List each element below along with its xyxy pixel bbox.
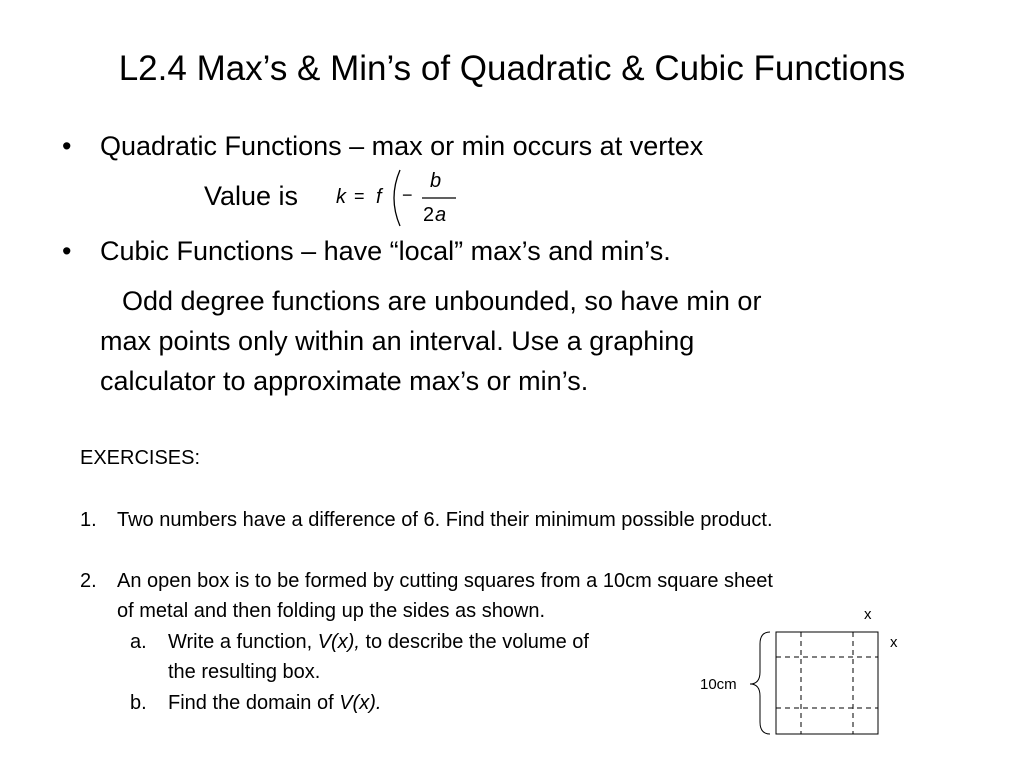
vertex-formula <box>330 166 480 230</box>
cut-size-right-label: x <box>890 634 898 651</box>
exercise-2-line-2: of metal and then folding up the sides as shown. <box>117 600 546 622</box>
bullet-marker: • <box>62 236 72 266</box>
cubic-paragraph-line-3: calculator to approximate max’s or min’s. <box>100 366 589 396</box>
exercise-2-number: 2. <box>80 570 97 592</box>
bullet-quadratic-text: Quadratic Functions – max or min occurs at vertex <box>100 131 704 161</box>
cut-size-top-label: x <box>864 606 872 623</box>
exercise-2a-text-before: Write a function, <box>168 631 318 653</box>
exercises-heading: EXERCISES: <box>80 447 201 469</box>
cubic-paragraph-line-2: max points only within an interval. Use a graphing <box>100 326 695 356</box>
exercise-2-line-1: An open box is to be formed by cutting squares from a 10cm square sheet <box>117 570 773 592</box>
exercise-2a-text <box>168 628 589 656</box>
formula-equals: = <box>354 186 365 206</box>
exercise-2b-text-before: Find the domain of <box>168 692 340 714</box>
bullet-marker: • <box>62 131 72 161</box>
slide-title: L2.4 Max’s & Min’s of Quadratic & Cubic Functions <box>118 49 906 88</box>
exercise-1-text: Two numbers have a difference of 6. Find their minimum possible product. <box>117 509 773 531</box>
exercise-2b-italic: V(x). <box>339 692 382 714</box>
exercise-2a-continuation: the resulting box. <box>168 661 321 683</box>
value-is-label: Value is <box>204 181 299 211</box>
side-brace <box>750 632 770 734</box>
exercise-1-number: 1. <box>80 509 97 531</box>
metal-sheet <box>776 632 878 734</box>
formula-denominator-var: a <box>435 204 447 226</box>
exercise-2b-text <box>168 689 381 717</box>
exercise-2b-letter: b. <box>130 692 147 714</box>
formula-f: f <box>376 186 382 208</box>
formula-denominator-coef: 2 <box>423 204 435 226</box>
side-length-label: 10cm <box>700 676 737 693</box>
exercise-2a-italic: V(x), <box>317 631 360 653</box>
formula-k: k <box>336 186 346 208</box>
formula-numerator: b <box>430 170 442 192</box>
exercise-2a-letter: a. <box>130 631 147 653</box>
bullet-cubic-text: Cubic Functions – have “local” max’s and min’s. <box>100 236 671 266</box>
box-net-diagram <box>748 626 888 738</box>
formula-minus: − <box>402 185 413 205</box>
cubic-paragraph-line-1: Odd degree functions are unbounded, so have min or <box>122 286 762 316</box>
exercise-2a-text-after: to describe the volume of <box>359 631 589 653</box>
